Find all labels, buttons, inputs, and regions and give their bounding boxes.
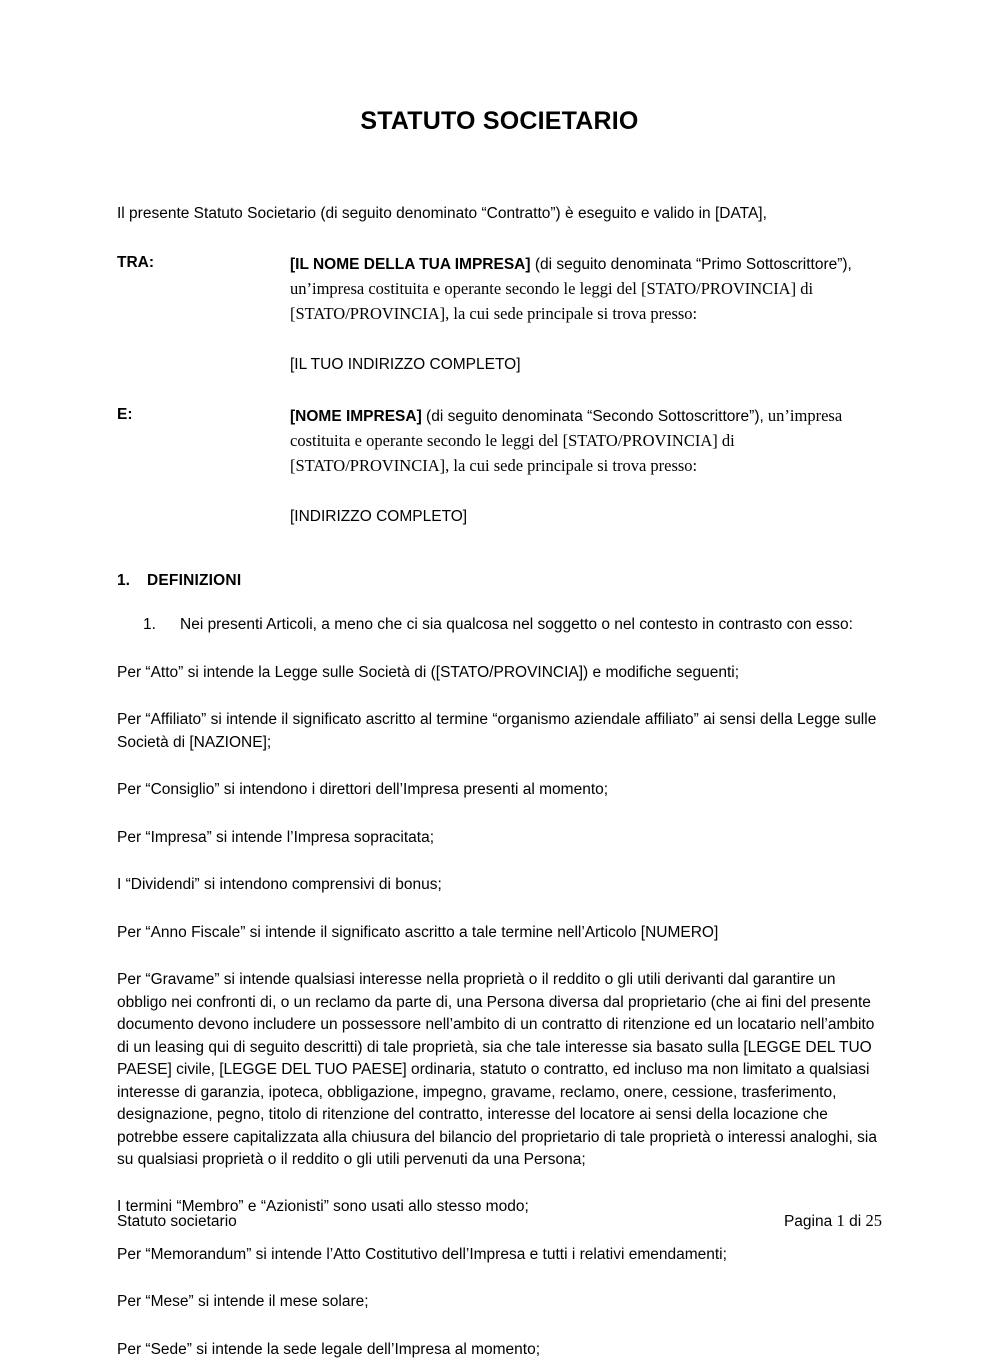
party-address-row-first xyxy=(117,354,882,377)
intro-paragraph: Il presente Statuto Societario (di seguito denominato “Contratto”) è eseguito e valido in [DATA], xyxy=(117,204,767,222)
page-title: STATUTO SOCIETARIO xyxy=(360,107,639,135)
definition-paragraph: Per “Atto” si intende la Legge sulle Società di ([STATO/PROVINCIA]) e modifiche seguenti; xyxy=(117,663,740,681)
party-description-first: un’impresa costituita e operante secondo le leggi del [STATO/PROVINCIA] di [STATO/PROVINCIA], la cui sede principale si trova presso: xyxy=(290,278,814,323)
party-description-second: un’impresa costituita e operante secondo le leggi del [STATO/PROVINCIA] di [STATO/PROVINCIA], la cui sede principale si trova presso: xyxy=(290,405,843,475)
definition-paragraph: Per “Memorandum” si intende l’Atto Costitutivo dell’Impresa e tutti i relativi emendamenti; xyxy=(117,1245,727,1263)
definition-paragraph: I termini “Membro” e “Azionisti” sono usati allo stesso modo; xyxy=(117,1198,529,1216)
page-footer xyxy=(117,1211,882,1231)
party-alias-second: (di seguito denominata “Secondo Sottoscrittore”), xyxy=(421,407,764,425)
definition-paragraph: I “Dividendi” si intendono comprensivi di bonus; xyxy=(117,876,442,894)
definition-paragraph: Per “Affiliato” si intende il significato ascritto al termine “organismo aziendale affiliato” ai sensi della Legge sulle Società di [NAZIONE]; xyxy=(117,711,877,751)
subsection-item xyxy=(117,614,882,636)
party-label-tra: TRA: xyxy=(117,253,155,271)
document-content xyxy=(117,0,882,1361)
definition-paragraph: Per “Anno Fiscale” si intende il significato ascritto a tale termine nell’Articolo [NUMERO] xyxy=(117,923,719,941)
subsection-text: Nei presenti Articoli, a meno che ci sia qualcosa nel soggetto o nel contesto in contrasto con esso: xyxy=(180,616,853,634)
subsection-number: 1. xyxy=(143,616,156,634)
definition-paragraph: Per “Sede” si intende la sede legale dell’Impresa al momento; xyxy=(117,1340,541,1358)
party-body-first xyxy=(290,252,882,327)
party-block-second xyxy=(117,404,882,479)
section-number: 1. xyxy=(117,572,130,590)
footer-page-total: 25 xyxy=(865,1211,882,1230)
footer-page-number: 1 xyxy=(836,1211,845,1230)
footer-document-name: Statuto societario xyxy=(117,1213,237,1230)
party-name-second: [NOME IMPRESA] xyxy=(290,407,422,425)
party-alias-first: (di seguito denominata “Primo Sottoscrittore”), xyxy=(530,255,852,273)
definition-paragraph: Per “Consiglio” si intendono i direttori dell’Impresa presenti al momento; xyxy=(117,781,609,799)
party-name-first: [IL NOME DELLA TUA IMPRESA] xyxy=(290,255,531,273)
party-body-second xyxy=(290,404,882,479)
party-block-first xyxy=(117,252,882,327)
section-title: DEFINIZIONI xyxy=(147,572,242,590)
definition-paragraph: Per “Mese” si intende il mese solare; xyxy=(117,1293,369,1311)
section-heading-definizioni xyxy=(117,572,882,590)
footer-of-word: di xyxy=(849,1213,862,1230)
party-address-row-second xyxy=(117,506,882,529)
footer-pagination xyxy=(784,1211,882,1231)
definition-paragraph: Per “Impresa” si intende l’Impresa sopracitata; xyxy=(117,828,435,846)
party-label-e: E: xyxy=(117,405,133,423)
party-address-first: [IL TUO INDIRIZZO COMPLETO] xyxy=(290,355,521,373)
footer-page-word: Pagina xyxy=(783,1213,833,1230)
definition-paragraph: Per “Gravame” si intende qualsiasi interesse nella proprietà o il reddito o gli utili derivanti dal garantire un obbligo nei confronti di, o un reclamo da parte di, una Persona diversa dal proprietario (che ai fini del presente documento devono includere un possessore nell’ambito di un contratto di ritenzione ed un locatario nell’ambito di un leasing qui di seguito descritti) di tale proprietà, sia che tale interesse sia basato sulla [LEGGE DEL TUO PAESE] civile, [LEGGE DEL TUO PAESE] ordinaria, statuto o contratto, ed incluso ma non limitato a qualsiasi interesse di garanzia, ipoteca, obbligazione, impegno, gravame, reclamo, onere, cessione, trasferimento, designazione, pegno, titolo di ritenzione del contratto, interesse del locatore ai sensi della locazione che potrebbe essere capitalizzata alla chiusura del bilancio del proprietario di tale proprietà o interessi analoghi, sia su qualsiasi proprietà o il reddito o gli utili pervenuti da una Persona; xyxy=(117,971,877,1168)
party-address-second: [INDIRIZZO COMPLETO] xyxy=(290,507,468,525)
